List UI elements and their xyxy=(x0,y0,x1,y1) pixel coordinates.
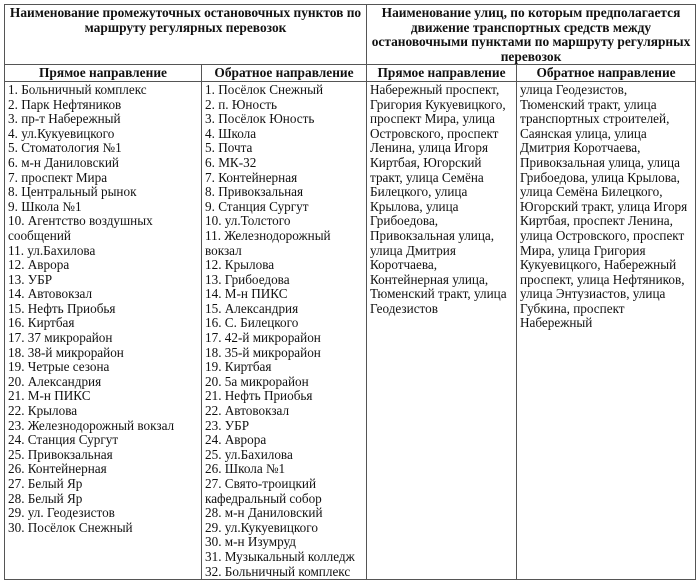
stop-item: 10. Агентство воздушных сообщений xyxy=(8,213,153,243)
route-table xyxy=(4,4,696,580)
streets-reverse-cell xyxy=(517,81,696,579)
stop-item: 29. ул. Геодезистов xyxy=(8,505,115,521)
direction-header-row xyxy=(5,65,696,82)
stop-item: 25. ул.Бахилова xyxy=(205,446,293,462)
stop-item: 16. С. Билецкого xyxy=(205,315,299,331)
stop-item: 14. Автовокзал xyxy=(8,286,93,302)
stop-item: 28. Белый Яр xyxy=(8,490,83,506)
stop-item: 22. Автовокзал xyxy=(205,403,290,419)
stop-item: 3. Посёлок Юность xyxy=(205,111,315,127)
stop-item: 10. ул.Толстого xyxy=(205,213,291,229)
stop-item: 15. Нефть Приобья xyxy=(8,300,116,316)
stop-item: 13. Грибоедова xyxy=(205,271,290,287)
stop-item: 5. Почта xyxy=(205,140,253,156)
stop-item: 9. Школа №1 xyxy=(8,198,82,214)
stop-item: 24. Аврора xyxy=(205,432,267,448)
stop-item: 26. Школа №1 xyxy=(205,461,286,477)
stop-item: 26. Контейнерная xyxy=(8,461,107,477)
stop-item: 18. 38-й микрорайон xyxy=(8,344,124,360)
stop-item: 12. Крылова xyxy=(205,257,275,273)
stop-item: 4. Школа xyxy=(205,125,257,141)
stop-item: 12. Аврора xyxy=(8,257,70,273)
stop-item: 25. Привокзальная xyxy=(8,446,113,462)
stop-item: 21. Нефть Приобья xyxy=(205,388,313,404)
stop-item: 23. Железнодорожный вокзал xyxy=(8,417,175,433)
stop-item: 22. Крылова xyxy=(8,403,78,419)
streets-forward-header: Прямое направление xyxy=(367,65,517,82)
stops-group-header: Наименование промежуточных остановочных пунктов по маршруту регулярных перевозок xyxy=(5,5,367,65)
stop-item: 8. Привокзальная xyxy=(205,184,304,200)
stops-reverse-header: Обратное направление xyxy=(202,65,367,82)
stop-item: 11. Железнодорожный вокзал xyxy=(205,227,331,258)
stop-item: 30. м-н Изумруд xyxy=(205,534,296,550)
stop-item: 15. Александрия xyxy=(205,300,299,316)
stop-item: 29. ул.Кукуевицкого xyxy=(205,519,318,535)
streets-reverse-header: Обратное направление xyxy=(517,65,696,82)
stops-forward-header: Прямое направление xyxy=(5,65,202,82)
stop-item: 6. МК-32 xyxy=(205,154,257,170)
stop-item: 30. Посёлок Снежный xyxy=(8,519,133,535)
stop-item: 3. пр-т Набережный xyxy=(8,111,121,127)
streets-group-header: Наименование улиц, по которым предполагается движение транспортных средств между остановочными пунктами по маршруту регулярных перевозок xyxy=(367,5,696,65)
stop-item: 18. 35-й микрорайон xyxy=(205,344,321,360)
stop-item: 9. Станция Сургут xyxy=(205,198,309,214)
stops-forward-list xyxy=(8,83,198,535)
stop-item: 28. м-н Даниловский xyxy=(205,505,323,521)
stop-item: 17. 37 микрорайон xyxy=(8,330,113,346)
stop-item: 24. Станция Сургут xyxy=(8,432,119,448)
stop-item: 20. 5а микрорайон xyxy=(205,373,309,389)
stop-item: 8. Центральный рынок xyxy=(8,184,137,200)
stop-item: 31. Музыкальный колледж xyxy=(205,548,355,564)
stop-item: 5. Стоматология №1 xyxy=(8,140,122,156)
stop-item: 17. 42-й микрорайон xyxy=(205,330,321,346)
stop-item: 23. УБР xyxy=(205,417,250,433)
stops-reverse-list xyxy=(205,83,363,579)
stop-item: 11. ул.Бахилова xyxy=(8,242,96,258)
stop-item: 4. ул.Кукуевицкого xyxy=(8,125,115,141)
stop-item: 2. Парк Нефтяников xyxy=(8,96,122,112)
group-header-row xyxy=(5,5,696,65)
streets-forward-text: Набережный проспект, Григория Кукуевицкого, проспект Мира, улица Островского, проспект Ленина, улица Игоря Киртбая, Югорский тракт, улица Семёна Билецкого, улица Крылова, улица Грибоедова, Привокзальная улица, улица Дмитрия Коротчаева, Контейнерная улица, Тюменский тракт, улица Геодезистов xyxy=(370,81,507,316)
stop-item: 20. Александрия xyxy=(8,373,102,389)
stop-item: 14. М-н ПИКС xyxy=(205,286,288,302)
stop-item: 27. Свято-троицкий кафедральный собор xyxy=(205,476,322,506)
stop-item: 1. Посёлок Снежный xyxy=(205,81,324,97)
stops-forward-cell xyxy=(5,81,202,579)
streets-reverse-text: улица Геодезистов, Тюменский тракт, улица транспортных строителей, Саянская улица, улица Дмитрия Коротчаева, Привокзальная улица, улица Грибоедова, улица Крылова, улица Семёна Билецкого, Югорский тракт, улица Игоря Киртбая, проспект Ленина, улица Островского, проспект Мира, улица Григория Кукуевицкого, Набережный проспект, улица Нефтяников, улица Энтузиастов, улица Губкина, проспект Набережный xyxy=(520,81,688,331)
stop-item: 7. Контейнерная xyxy=(205,169,298,185)
table-row xyxy=(5,81,696,579)
stop-item: 19. Четрые сезона xyxy=(8,359,110,375)
stop-item: 1. Больничный комплекс xyxy=(8,81,147,97)
stop-item: 13. УБР xyxy=(8,271,53,287)
stop-item: 2. п. Юность xyxy=(205,96,278,112)
stop-item: 6. м-н Даниловский xyxy=(8,154,119,170)
stop-item: 16. Киртбая xyxy=(8,315,75,331)
stops-reverse-cell xyxy=(202,81,367,579)
stop-item: 7. проспект Мира xyxy=(8,169,108,185)
stop-item: 21. М-н ПИКС xyxy=(8,388,91,404)
stop-item: 27. Белый Яр xyxy=(8,476,83,491)
stop-item: 19. Киртбая xyxy=(205,359,272,375)
stop-item: 32. Больничный комплекс xyxy=(205,563,351,579)
streets-forward-cell xyxy=(367,81,517,579)
